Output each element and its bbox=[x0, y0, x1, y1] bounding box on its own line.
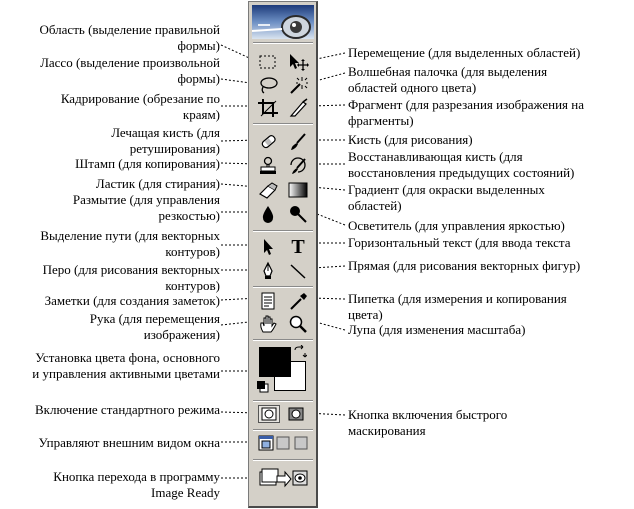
label-line: Лассо (выделение произвольной bbox=[40, 55, 220, 70]
label-line: Лечащая кисть (для bbox=[111, 125, 220, 140]
label-line: Ластик (для стирания) bbox=[95, 176, 220, 191]
full-screen-icon bbox=[294, 436, 308, 450]
label-line: Включение стандартного режима bbox=[35, 402, 220, 417]
eye-logo-icon bbox=[252, 5, 314, 39]
label-line: изображения) bbox=[143, 327, 220, 342]
notes-tool[interactable] bbox=[255, 289, 281, 313]
zoom-tool[interactable] bbox=[285, 312, 311, 336]
dodge-tool-icon bbox=[287, 204, 309, 224]
label-magic-wand bbox=[348, 64, 547, 96]
quickmask-mode-icon bbox=[288, 407, 304, 421]
label-slice bbox=[348, 97, 584, 129]
crop-tool-icon bbox=[257, 98, 279, 118]
label-blur bbox=[73, 192, 220, 224]
eyedropper-tool[interactable] bbox=[285, 289, 311, 313]
standard-mode-icon bbox=[261, 407, 277, 421]
label-line: Кисть (для рисования) bbox=[348, 132, 473, 147]
label-line: Восстанавливающая кисть (для bbox=[348, 149, 523, 164]
label-line: формы) bbox=[177, 38, 220, 53]
crop-tool[interactable] bbox=[255, 96, 281, 120]
label-line: Заметки (для создания заметок) bbox=[44, 293, 220, 308]
zoom-tool-icon bbox=[287, 314, 309, 334]
label-line: Рука (для перемещения bbox=[89, 311, 220, 326]
eyedropper-tool-icon bbox=[287, 291, 309, 311]
label-line: формы) bbox=[177, 71, 220, 86]
hand-tool-icon bbox=[257, 314, 279, 334]
separator bbox=[253, 286, 313, 288]
label-line: Пипетка (для измерения и копирования bbox=[348, 291, 567, 306]
healing-brush-tool-icon bbox=[257, 132, 279, 152]
label-line: Прямая (для рисования векторных фигур) bbox=[348, 258, 581, 273]
screen-mode-full-button[interactable] bbox=[294, 436, 308, 455]
label-line-tool bbox=[348, 258, 580, 274]
label-line: восстановления предыдущих состояний) bbox=[348, 165, 575, 180]
lasso-tool-icon bbox=[257, 75, 279, 95]
label-line: Фрагмент (для разрезания изображения на bbox=[348, 97, 584, 112]
magic-wand-tool[interactable] bbox=[285, 73, 311, 97]
label-line: контуров) bbox=[165, 244, 220, 259]
quickmask-mode-button[interactable] bbox=[285, 405, 307, 423]
label-line: ретуширования) bbox=[129, 141, 220, 156]
label-stamp bbox=[75, 156, 220, 172]
label-line: Перо (для рисования векторных bbox=[42, 262, 220, 277]
label-colors bbox=[32, 350, 220, 382]
full-screen-menu-icon bbox=[276, 436, 290, 450]
marquee-tool-icon bbox=[258, 53, 278, 71]
label-zoom bbox=[348, 322, 525, 338]
label-line: Установка цвета фона, основного bbox=[35, 350, 220, 365]
brush-tool-icon bbox=[287, 132, 309, 152]
clone-stamp-tool-icon bbox=[257, 156, 279, 176]
default-colors-icon[interactable] bbox=[256, 380, 270, 399]
label-line: и управления активными цветами bbox=[32, 366, 220, 381]
label-line: фрагменты) bbox=[348, 113, 414, 128]
separator bbox=[253, 429, 313, 431]
history-brush-tool-icon bbox=[287, 156, 309, 176]
label-hand bbox=[90, 311, 220, 343]
label-brush bbox=[348, 132, 473, 148]
label-line: Выделение пути (для векторных bbox=[40, 228, 220, 243]
label-line: контуров) bbox=[165, 278, 220, 293]
pen-tool-icon bbox=[257, 261, 279, 281]
blur-tool-icon bbox=[257, 204, 279, 224]
screen-mode-full-menu-button[interactable] bbox=[276, 436, 290, 455]
standard-mode-button[interactable] bbox=[258, 405, 280, 423]
line-tool[interactable] bbox=[285, 259, 311, 283]
label-healing bbox=[111, 125, 220, 157]
eraser-tool-icon bbox=[257, 180, 279, 200]
dodge-tool[interactable] bbox=[285, 202, 311, 226]
label-pen bbox=[43, 262, 220, 294]
label-line: Градиент (для окраски выделенных bbox=[348, 182, 545, 197]
clone-stamp-tool[interactable] bbox=[255, 154, 281, 178]
photoshop-toolbox bbox=[248, 1, 318, 508]
brush-tool[interactable] bbox=[285, 130, 311, 154]
label-marquee bbox=[40, 22, 221, 54]
label-eraser bbox=[96, 176, 220, 192]
label-quickmask bbox=[348, 407, 507, 439]
separator bbox=[253, 339, 313, 341]
label-text bbox=[348, 235, 570, 251]
swap-colors-icon[interactable] bbox=[293, 345, 307, 364]
label-line: краям) bbox=[182, 107, 220, 122]
label-line: Осветитель (для управления яркостью) bbox=[348, 218, 565, 233]
pen-tool[interactable] bbox=[255, 259, 281, 283]
label-line: Перемещение (для выделенных областей) bbox=[348, 45, 581, 60]
label-imageready bbox=[53, 469, 220, 501]
lasso-tool[interactable] bbox=[255, 73, 281, 97]
label-crop bbox=[61, 91, 220, 123]
separator bbox=[253, 459, 313, 461]
notes-tool-icon bbox=[257, 291, 279, 311]
label-line: Кадрирование (обрезание по bbox=[60, 91, 220, 106]
slice-tool-icon bbox=[287, 98, 309, 118]
toolbox-header-logo[interactable] bbox=[252, 5, 314, 39]
label-line: областей) bbox=[348, 198, 402, 213]
standard-screen-icon bbox=[258, 435, 274, 451]
label-screen-mode bbox=[39, 435, 220, 451]
separator bbox=[253, 123, 313, 125]
label-line: Горизонтальный текст (для ввода текста bbox=[348, 235, 571, 250]
separator bbox=[253, 400, 313, 402]
label-line: резкостью) bbox=[158, 208, 220, 223]
magic-wand-tool-icon bbox=[287, 75, 309, 95]
label-path-select bbox=[40, 228, 220, 260]
type-tool-icon: T bbox=[291, 236, 305, 258]
separator bbox=[253, 230, 313, 232]
path-selection-tool-icon bbox=[257, 237, 279, 257]
imageready-jump-button[interactable] bbox=[257, 466, 309, 497]
label-line: цвета) bbox=[348, 307, 383, 322]
label-line: Управляют внешним видом окна bbox=[38, 435, 220, 450]
label-standard-mode bbox=[35, 402, 220, 418]
eraser-tool[interactable] bbox=[255, 178, 281, 202]
label-line: областей одного цвета) bbox=[348, 80, 477, 95]
screen-mode-standard-button[interactable] bbox=[258, 435, 274, 456]
label-line: маскирования bbox=[348, 423, 426, 438]
gradient-tool[interactable] bbox=[285, 178, 311, 202]
label-line: Лупа (для изменения масштаба) bbox=[348, 322, 526, 337]
label-line: Область (выделение правильной bbox=[39, 22, 220, 37]
label-line: Волшебная палочка (для выделения bbox=[348, 64, 548, 79]
label-lasso bbox=[40, 55, 220, 87]
slice-tool[interactable] bbox=[285, 96, 311, 120]
line-tool-icon bbox=[287, 261, 309, 281]
move-tool-icon bbox=[287, 52, 309, 72]
gradient-tool-icon bbox=[287, 180, 309, 200]
imageready-icon bbox=[257, 466, 309, 492]
label-history-brush bbox=[348, 149, 574, 181]
label-line: Кнопка перехода в программу bbox=[53, 469, 220, 484]
label-notes bbox=[45, 293, 220, 309]
history-brush-tool[interactable] bbox=[285, 154, 311, 178]
label-gradient bbox=[348, 182, 545, 214]
type-tool[interactable] bbox=[285, 235, 311, 259]
label-eyedropper bbox=[348, 291, 567, 323]
blur-tool[interactable] bbox=[255, 202, 281, 226]
marquee-tool[interactable] bbox=[255, 50, 281, 74]
label-line: Размытие (для управления bbox=[72, 192, 220, 207]
label-line: Кнопка включения быстрого bbox=[348, 407, 508, 422]
label-move bbox=[348, 45, 580, 61]
label-dodge bbox=[348, 218, 565, 234]
foreground-color-swatch[interactable] bbox=[259, 347, 291, 377]
move-tool[interactable] bbox=[285, 50, 311, 74]
separator bbox=[253, 42, 313, 44]
label-line: Штамп (для копирования) bbox=[75, 156, 220, 171]
path-selection-tool[interactable] bbox=[255, 235, 281, 259]
healing-brush-tool[interactable] bbox=[255, 130, 281, 154]
hand-tool[interactable] bbox=[255, 312, 281, 336]
label-line: Image Ready bbox=[151, 485, 220, 500]
